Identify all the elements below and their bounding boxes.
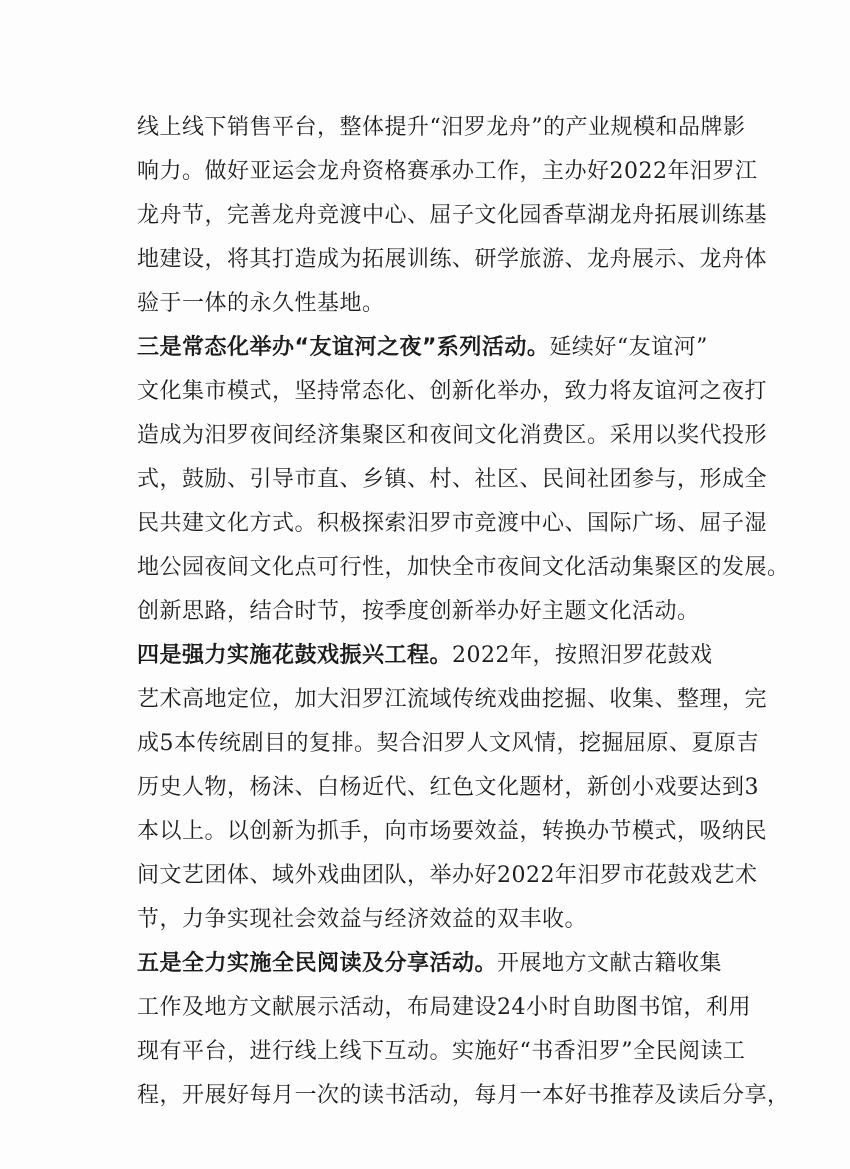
paragraph-1-line-3: 龙舟节，完善龙舟竞渡中心、屈子文化园香草湖龙舟拓展训练基: [137, 203, 768, 228]
paragraph-4-heading: 五是全力实施全民阅读及分享活动。: [137, 951, 498, 976]
paragraph-1-line-2: 响力。做好亚运会龙舟资格赛承办工作，主办好2022年汨罗江: [137, 159, 758, 184]
paragraph-3-line-6: 间文艺团体、域外戏曲团队，举办好2022年汨罗市花鼓戏艺术: [137, 863, 758, 888]
paragraph-2-line-2: 文化集市模式，坚持常态化、创新化举办，致力将友谊河之夜打: [137, 379, 768, 404]
paragraph-2-line-7: 创新思路，结合时节，按季度创新举办好主题文化活动。: [137, 599, 700, 624]
paragraph-4-line-2: 工作及地方文献展示活动，布局建设24小时自助图书馆，利用: [137, 995, 751, 1020]
paragraph-4-line-1: [137, 942, 723, 986]
paragraph-4-line-3: 现有平台，进行线上线下互动。实施好“书香汨罗”全民阅读工: [137, 1039, 746, 1064]
paragraph-3-line-1: [137, 634, 719, 678]
paragraph-2-line-1: [137, 326, 719, 370]
paragraph-1-line-1: 线上线下销售平台，整体提升“汨罗龙舟”的产业规模和品牌影: [137, 115, 746, 140]
paragraph-2-line-5: 民共建文化方式。积极探索汨罗市竞渡中心、国际广场、屈子湿: [137, 511, 768, 536]
paragraph-1-line-5: 验于一体的永久性基地。: [137, 291, 385, 316]
paragraph-3-first-text: 2022年，按照汨罗花鼓戏: [452, 643, 713, 668]
paragraph-2-heading: 三是常态化举办“友谊河之夜”系列活动。: [137, 335, 550, 360]
paragraph-2-line-3: 造成为汨罗夜间经济集聚区和夜间文化消费区。采用以奖代投形: [137, 423, 768, 448]
paragraph-3-line-3: 成5本传统剧目的复排。契合汨罗人文风情，挖掘屈原、夏原吉: [137, 731, 759, 756]
paragraph-2-line-6: 地公园夜间文化点可行性，加快全市夜间文化活动集聚区的发展。: [137, 555, 790, 580]
paragraph-3-heading: 四是强力实施花鼓戏振兴工程。: [137, 643, 453, 668]
paragraph-3-line-7: 节，力争实现社会效益与经济效益的双丰收。: [137, 907, 588, 932]
paragraph-2-line-4: 式，鼓励、引导市直、乡镇、村、社区、民间社团参与，形成全: [137, 467, 768, 492]
paragraph-1-line-4: 地建设，将其打造成为拓展训练、研学旅游、龙舟展示、龙舟体: [137, 247, 768, 272]
paragraph-2-first-text: 延续好“友谊河”: [549, 335, 708, 360]
paragraph-4-first-text: 开展地方文献古籍收集: [497, 951, 723, 976]
paragraph-3-line-4: 历史人物，杨沫、白杨近代、红色文化题材，新创小戏要达到3: [137, 775, 759, 800]
paragraph-3-line-2: 艺术高地定位，加大汨罗江流域传统戏曲挖掘、收集、整理，完: [137, 687, 768, 712]
paragraph-3-line-5: 本以上。以创新为抓手，向市场要效益，转换办节模式，吸纳民: [137, 819, 768, 844]
paragraph-4-line-4: 程，开展好每月一次的读书活动，每月一本好书推荐及读后分享，: [137, 1083, 790, 1108]
